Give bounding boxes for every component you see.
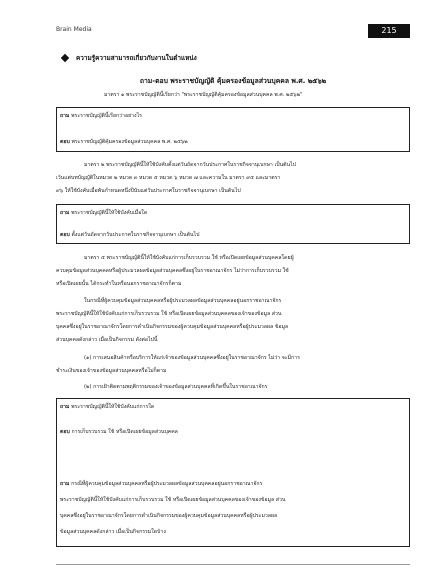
document-title: ถาม-ตอบ พระราชบัญญัติ คุ้มครองข้อมูลส่วนบุคคล พ.ศ. ๒๕๖๒: [139, 77, 327, 85]
qa-box-1: [56, 107, 410, 152]
paragraph-4-line-1: ในกรณีที่ผู้ควบคุมข้อมูลส่วนบุคคลหรือผู้ประมวลผลข้อมูลส่วนบุคคลอยู่นอกราชอาณาจักร: [84, 298, 282, 304]
page-number: 215: [368, 24, 410, 38]
paragraph-2-line-1: มาตรา ๒ พระราชบัญญัตินี้ให้ใช้บังคับตั้งแต่วันถัดจากวันประกาศในราชกิจจานุเบกษา เป็นต้นไป: [84, 162, 296, 168]
question-label: ถาม: [60, 113, 70, 119]
question-4-line-3: บุคคลซึ่งอยู่ในราชอาณาจักรโดยการดำเนินกิจกรรมของผู้ควบคุมข้อมูลส่วนบุคคลหรือผู้ประมวลผล: [60, 513, 278, 519]
question-label: ถาม: [60, 404, 70, 410]
section-heading: [62, 53, 197, 63]
answer-3: [60, 426, 178, 438]
list-item-1-line-1: (๑) การเสนอสินค้าหรือบริการให้แก่เจ้าของข้อมูลส่วนบุคคลซึ่งอยู่ในราชอาณาจักร ไม่ว่า จะมีการ: [84, 355, 300, 361]
answer-label: ตอบ: [60, 232, 70, 238]
paragraph-3-line-1: มาตรา ๕ พระราชบัญญัตินี้ให้ใช้บังคับแก่การเก็บรวบรวม ใช้ หรือเปิดเผยข้อมูลส่วนบุคคลโดยผู้: [84, 255, 294, 261]
answer-2: [60, 229, 199, 241]
question-3: [60, 401, 154, 413]
question-text: พระราชบัญญัตินี้ให้ใช้บังคับแก่การใด: [71, 404, 155, 410]
question-1: [60, 110, 142, 122]
answer-text: พระราชบัญญัติคุ้มครองข้อมูลส่วนบุคคล พ.ศ. ๒๕๖๒: [71, 139, 188, 145]
diamond-bullet-icon: [61, 54, 69, 62]
list-item-1-line-2: ชำระเงินของเจ้าของข้อมูลส่วนบุคคลหรือไม่ก็ตาม: [56, 368, 167, 374]
paragraph-2-line-3: ๙๖ ให้ใช้บังคับเมื่อพ้นกำหนดหนึ่งปีนับแต่วันประกาศในราชกิจจานุเบกษา เป็นต้นไป: [56, 188, 241, 194]
question-text: พระราชบัญญัตินี้ให้ใช้บังคับเมื่อใด: [71, 210, 148, 216]
question-4-line-4: ข้อมูลส่วนบุคคลดังกล่าว เมื่อเป็นกิจกรรมใดบ้าง: [60, 529, 166, 535]
page-header: [56, 24, 410, 38]
answer-text: ตั้งแต่วันถัดจากวันประกาศในราชกิจจานุเบกษา เป็นต้นไป: [71, 232, 200, 238]
paragraph-2-line-2: เว้นแต่บทบัญญัติในหมวด ๒ หมวด ๓ หมวด ๕ หมวด ๖ หมวด ๗ และความใน มาตรา ๙๕ และมาตรา: [56, 175, 281, 181]
question-text: พระราชบัญญัตินี้เรียกว่าอย่างไร: [71, 113, 142, 119]
answer-label: ตอบ: [60, 429, 70, 435]
paragraph-4-line-4: ส่วนบุคคลดังกล่าว เมื่อเป็นกิจกรรม ดังต่อไปนี้: [56, 337, 158, 343]
question-label: ถาม: [60, 210, 70, 216]
paragraph-4-line-3: บุคคลซึ่งอยู่ในราชอาณาจักรโดยการดำเนินกิจกรรมของผู้ควบคุมข้อมูลส่วนบุคคลหรือผู้ประมวลผล ข้อมูล: [56, 324, 289, 330]
list-item-2: (๒) การเฝ้าติดตามพฤติกรรมของเจ้าของข้อมูลส่วนบุคคลที่เกิดขึ้นในราชอาณาจักร: [84, 384, 268, 390]
question-text: กรณีที่ผู้ควบคุมข้อมูลส่วนบุคคลหรือผู้ประมวลผลข้อมูลส่วนบุคคลอยู่นอกราชอาณาจักร: [71, 481, 263, 487]
paragraph-4-line-2: พระราชบัญญัตินี้ให้ใช้บังคับแก่การเก็บรวบรวม ใช้ หรือเปิดเผยข้อมูลส่วนบุคคลของเจ้าของข้อมูล ส่วน: [56, 311, 282, 317]
answer-label: ตอบ: [60, 139, 70, 145]
answer-1: [60, 136, 188, 148]
brand-name: Brain Media: [56, 26, 92, 33]
question-2: [60, 207, 147, 219]
question-label: ถาม: [60, 481, 70, 487]
qa-box-2: [56, 204, 410, 244]
question-4-line-2: พระราชบัญญัตินี้ให้ใช้บังคับแก่การเก็บรวบรวม ใช้ หรือเปิดเผยข้อมูลส่วนบุคคลของเจ้าของข้อมูล ส่วน: [60, 497, 286, 503]
page-bottom-rule: [56, 564, 410, 565]
paragraph-3-line-3: หรือเปิดเผยนั้น ได้กระทำในหรือนอกราชอาณาจักรก็ตาม: [56, 281, 182, 287]
question-4-line-1: [60, 478, 262, 490]
section-title: ความรู้ความสามารถเกี่ยวกับงานในตำแหน่ง: [76, 54, 197, 62]
intro-paragraph: มาตรา ๑ พระราชบัญญัตินี้เรียกว่า "พระราชบัญญัติคุ้มครองข้อมูลส่วนบุคคล พ.ศ. ๒๕๖๒": [104, 92, 303, 98]
qa-box-3: [56, 398, 410, 547]
answer-text: การเก็บรวบรวม ใช้ หรือเปิดเผยข้อมูลส่วนบุคคล: [71, 429, 178, 435]
paragraph-3-line-2: ควบคุมข้อมูลส่วนบุคคลหรือผู้ประมวลผลข้อมูลส่วนบุคคลซึ่งอยู่ในราชอาณาจักร ไม่ว่าการเก็บรวบรวม ใช้: [56, 268, 289, 274]
